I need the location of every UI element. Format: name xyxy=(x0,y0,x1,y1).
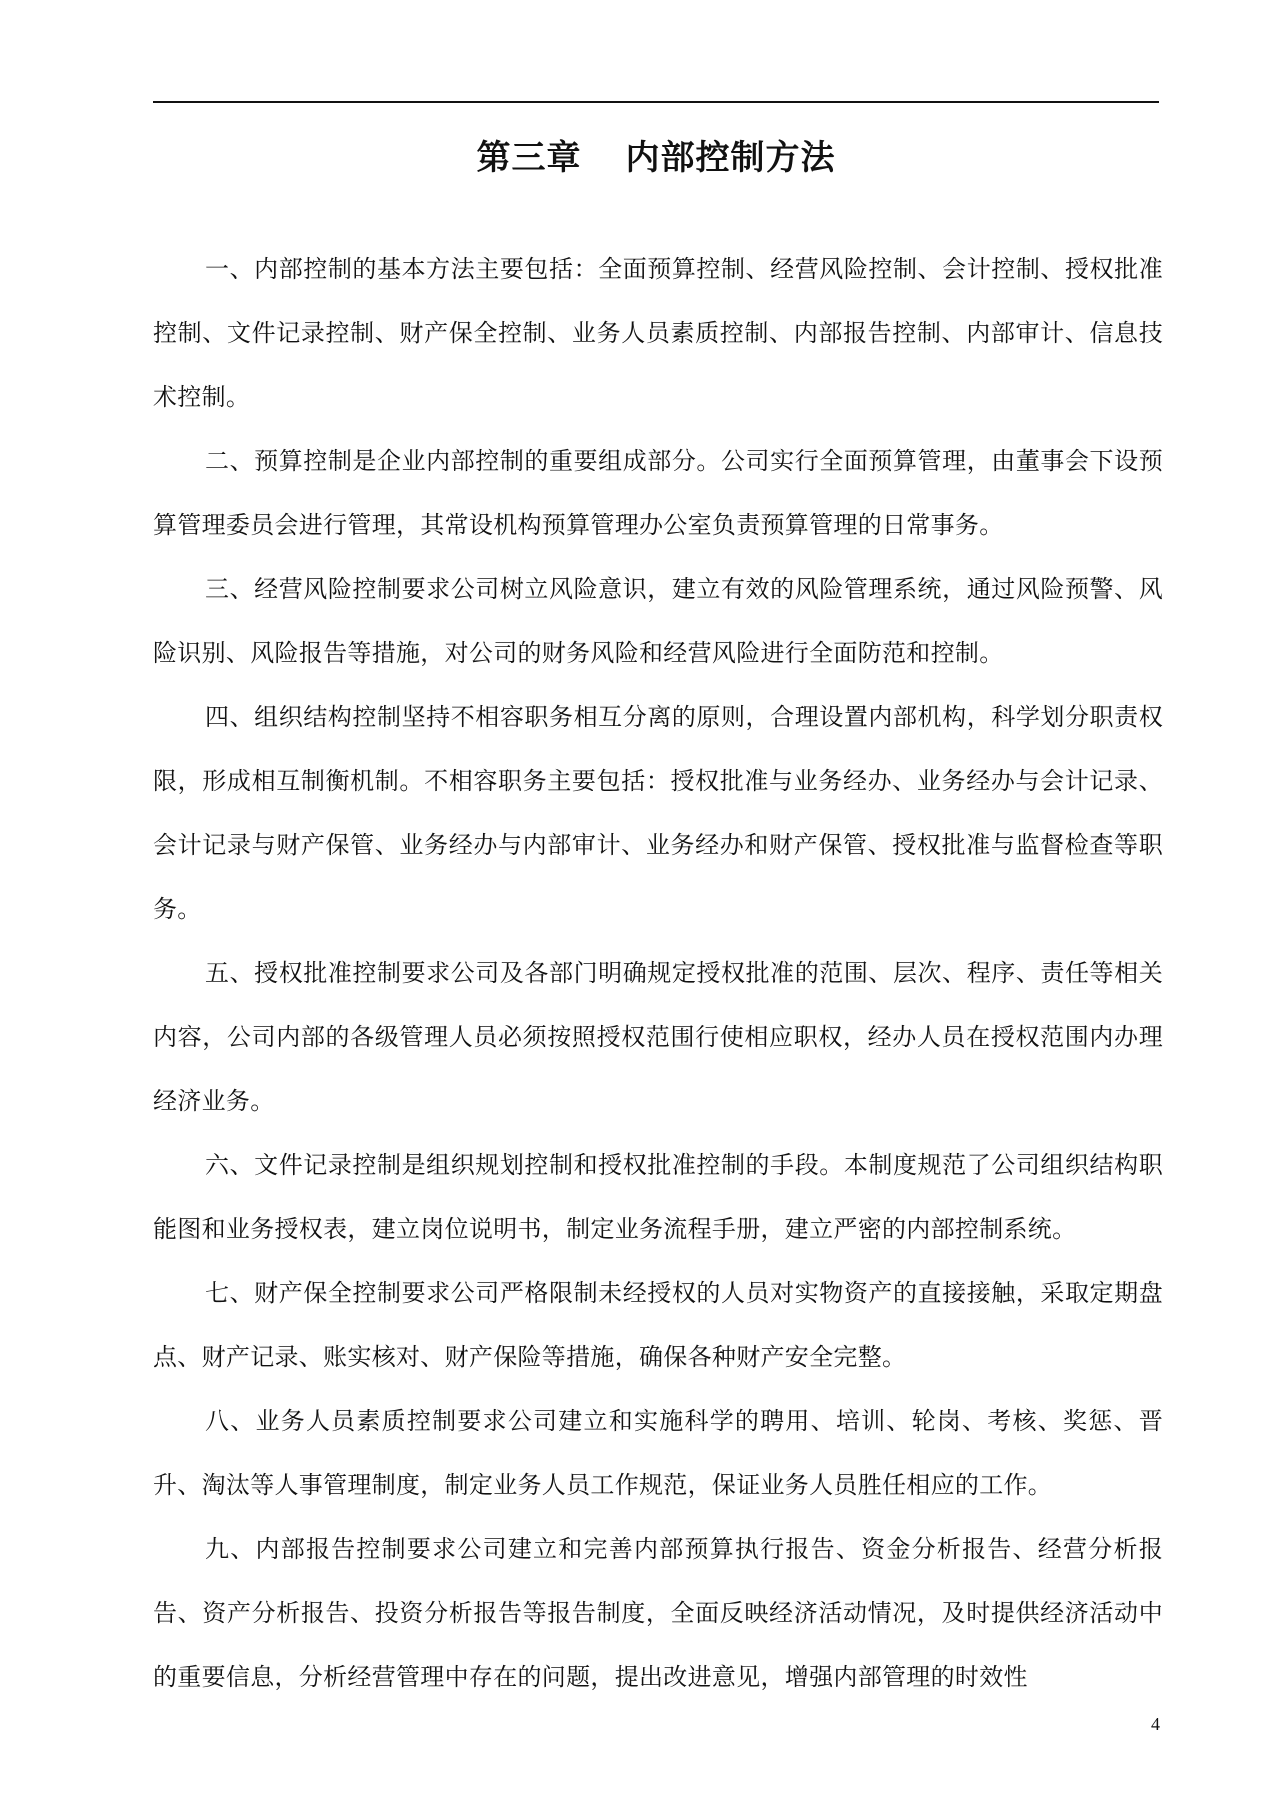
paragraph-6: 六、文件记录控制是组织规划控制和授权批准控制的手段。本制度规范了公司组织结构职能图和业务授权表，建立岗位说明书，制定业务流程手册，建立严密的内部控制系统。 xyxy=(153,1151,1163,1243)
paragraph-9: 九、内部报告控制要求公司建立和完善内部预算执行报告、资金分析报告、经营分析报告、资产分析报告、投资分析报告等报告制度，全面反映经济活动情况，及时提供经济活动中的重要信息，分析经营管理中存在的问题，提出改进意见，增强内部管理的时效性 xyxy=(153,1535,1163,1691)
page-number: 4 xyxy=(1151,1714,1160,1734)
paragraph-7: 七、财产保全控制要求公司严格限制未经授权的人员对实物资产的直接接触，采取定期盘点、财产记录、账实核对、财产保险等措施，确保各种财产安全完整。 xyxy=(153,1279,1163,1371)
paragraph-1: 一、内部控制的基本方法主要包括：全面预算控制、经营风险控制、会计控制、授权批准控制、文件记录控制、财产保全控制、业务人员素质控制、内部报告控制、内部审计、信息技术控制。 xyxy=(153,255,1163,411)
body-text xyxy=(153,237,1163,1709)
paragraph-2: 二、预算控制是企业内部控制的重要组成部分。公司实行全面预算管理，由董事会下设预算管理委员会进行管理，其常设机构预算管理办公室负责预算管理的日常事务。 xyxy=(153,447,1163,539)
chapter-number: 第三章 xyxy=(476,138,582,178)
paragraph-3: 三、经营风险控制要求公司树立风险意识，建立有效的风险管理系统，通过风险预警、风险识别、风险报告等措施，对公司的财务风险和经营风险进行全面防范和控制。 xyxy=(153,575,1163,667)
paragraph-8: 八、业务人员素质控制要求公司建立和实施科学的聘用、培训、轮岗、考核、奖惩、晋升、淘汰等人事管理制度，制定业务人员工作规范，保证业务人员胜任相应的工作。 xyxy=(153,1407,1163,1499)
header-rule xyxy=(153,101,1159,103)
paragraph-4: 四、组织结构控制坚持不相容职务相互分离的原则，合理设置内部机构，科学划分职责权限，形成相互制衡机制。不相容职务主要包括：授权批准与业务经办、业务经办与会计记录、会计记录与财产保管、业务经办与内部审计、业务经办和财产保管、授权批准与监督检查等职务。 xyxy=(153,703,1163,923)
paragraph-5: 五、授权批准控制要求公司及各部门明确规定授权批准的范围、层次、程序、责任等相关内容，公司内部的各级管理人员必须按照授权范围行使相应职权，经办人员在授权范围内办理经济业务。 xyxy=(153,959,1163,1115)
chapter-title xyxy=(153,132,1159,184)
chapter-name: 内部控制方法 xyxy=(625,138,836,178)
